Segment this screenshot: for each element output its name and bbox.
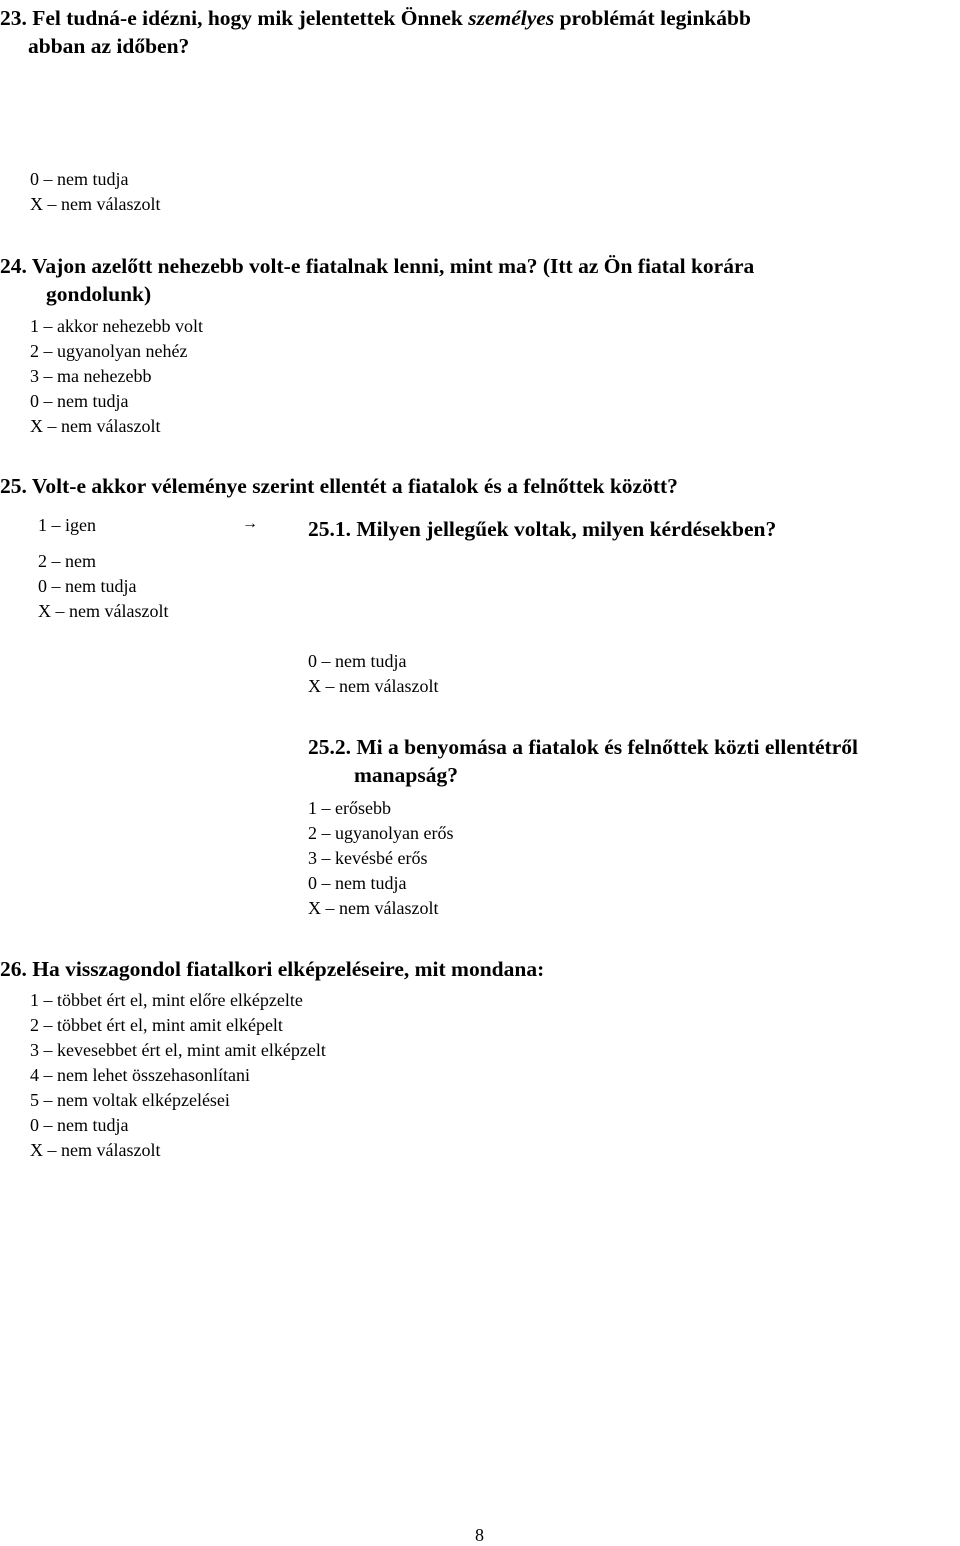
q23-title-line2: abban az időben?	[28, 34, 190, 58]
q25-1-title: 25.1. Milyen jellegűek voltak, milyen kérdésekben?	[308, 517, 777, 541]
q25-option-yes: 1 – igen	[38, 515, 96, 535]
q26-option: 0 – nem tudja	[30, 1115, 129, 1135]
q25-1-options	[308, 649, 438, 699]
q23-title-emphasis: személyes	[468, 6, 555, 30]
q26-title: 26. Ha visszagondol fiatalkori elképzeléseire, mit mondana:	[0, 957, 545, 981]
q24-option: X – nem válaszolt	[30, 416, 161, 436]
q25-1-option: 0 – nem tudja	[308, 651, 407, 671]
q24-option: 1 – akkor nehezebb volt	[30, 316, 203, 336]
q25-title: 25. Volt-e akkor véleménye szerint ellentét a fiatalok és a felnőttek között?	[0, 474, 678, 498]
q24-options	[30, 314, 203, 439]
q25-1-option: X – nem válaszolt	[308, 676, 439, 696]
q26-option: 5 – nem voltak elképzelései	[30, 1090, 230, 1110]
q25-option: X – nem válaszolt	[38, 601, 169, 621]
q23-options	[30, 167, 160, 217]
q25-2-options	[308, 796, 453, 921]
q25-2-option: 0 – nem tudja	[308, 873, 407, 893]
q25-option: 2 – nem	[38, 551, 96, 571]
q24-title-line2: gondolunk)	[46, 282, 152, 306]
q25-options	[38, 549, 168, 624]
q23-option: 0 – nem tudja	[30, 169, 129, 189]
q24-option: 3 – ma nehezebb	[30, 366, 152, 386]
q26-option: X – nem válaszolt	[30, 1140, 161, 1160]
q25-2-option: 3 – kevésbé erős	[308, 848, 428, 868]
q25-2-option: 2 – ugyanolyan erős	[308, 823, 454, 843]
q25-option: 0 – nem tudja	[38, 576, 137, 596]
q23-option: X – nem válaszolt	[30, 194, 161, 214]
q24-title-line1: 24. Vajon azelőtt nehezebb volt-e fiatalnak lenni, mint ma? (Itt az Ön fiatal korára	[0, 254, 755, 278]
q26-option: 3 – kevesebbet ért el, mint amit elképzelt	[30, 1040, 326, 1060]
page-number: 8	[475, 1525, 484, 1545]
q26-option: 4 – nem lehet összehasonlítani	[30, 1065, 250, 1085]
q25-2-title-line2: manapság?	[354, 763, 458, 787]
q26-option: 1 – többet ért el, mint előre elképzelte	[30, 990, 303, 1010]
q25-2-option: 1 – erősebb	[308, 798, 391, 818]
q25-2-option: X – nem válaszolt	[308, 898, 439, 918]
q24-option: 0 – nem tudja	[30, 391, 129, 411]
q26-option: 2 – többet ért el, mint amit elképelt	[30, 1015, 283, 1035]
q23-title-line1	[0, 4, 751, 32]
q23-title-pre: 23. Fel tudná-e idézni, hogy mik jelentettek Önnek	[0, 6, 469, 30]
arrow-right-icon: →	[242, 515, 258, 532]
q25-2-title-line1: 25.2. Mi a benyomása a fiatalok és felnőttek közti ellentétről	[308, 735, 858, 759]
q23-title-post: problémát leginkább	[554, 6, 751, 30]
q26-options	[30, 988, 326, 1163]
q24-option: 2 – ugyanolyan nehéz	[30, 341, 188, 361]
